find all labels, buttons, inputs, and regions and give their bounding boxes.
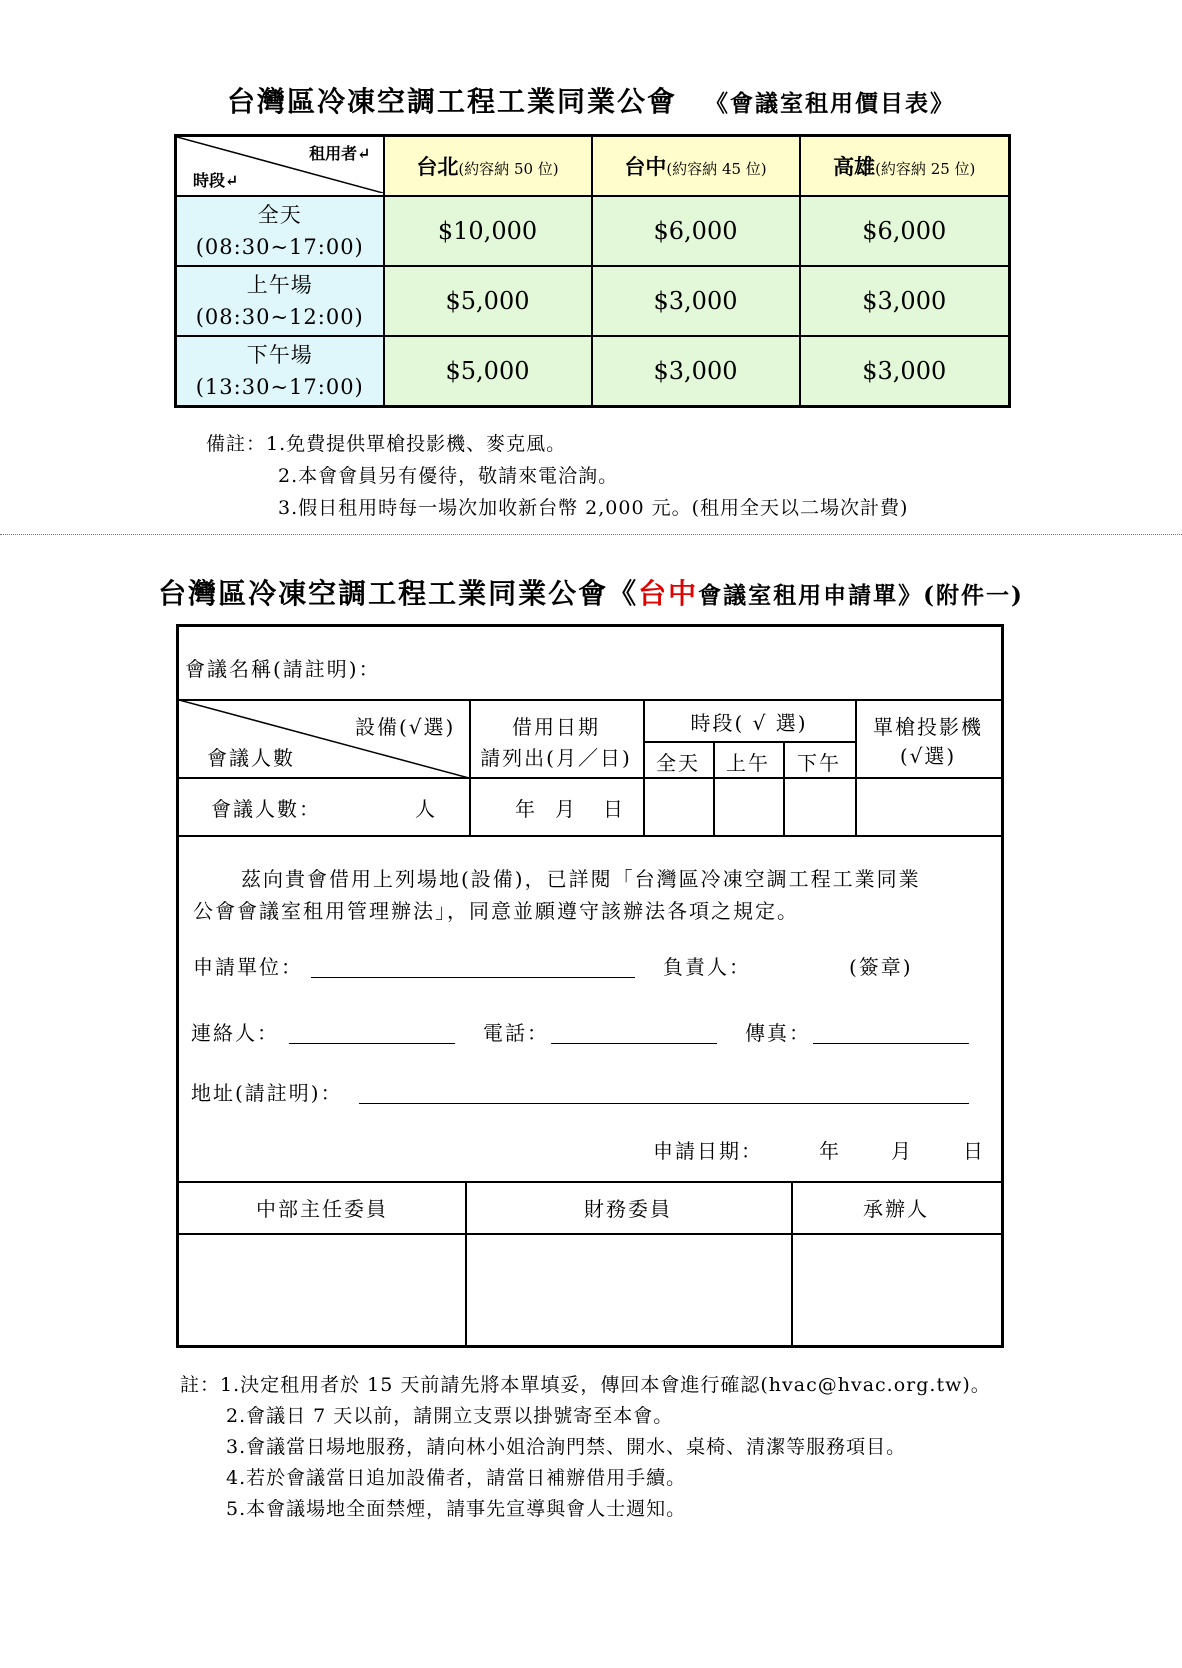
people-unit: 人 — [415, 797, 437, 821]
address-field[interactable] — [359, 1103, 969, 1104]
application-form — [176, 624, 1004, 1348]
remark-line: 3.假日租用時每一場次加收新台幣 2,000 元。(租用全天以二場次計費) — [278, 497, 909, 519]
form-title-main: 台灣區冷凍空調工程工業同業公會《 — [158, 577, 639, 610]
remark-line: 2.本會會員另有優待，敬請來電洽詢。 — [278, 465, 619, 487]
period-header: 時段( √ 選) — [690, 711, 808, 735]
col-header-taipei: 台北(約容納 50 位) — [384, 136, 592, 197]
date-year: 年 — [515, 797, 537, 821]
price-table-corner — [176, 136, 384, 197]
people-count-label: 會議人數： — [211, 797, 321, 821]
col-header-taichung: 台中(約容納 45 位) — [592, 136, 800, 197]
meeting-name-label: 會議名稱(請註明)： — [185, 657, 381, 681]
projector-header: 單槍投影機 — [873, 715, 983, 739]
period-option-morning: 上午 — [726, 751, 770, 775]
footnote-line: 3.會議當日場地服務，請向林小姐洽詢門禁、開水、桌椅、清潔等服務項目。 — [226, 1436, 907, 1458]
price-title-main: 台灣區冷凍空調工程工業同業公會 — [226, 85, 677, 118]
price-table-title — [0, 80, 1182, 120]
price-remarks — [206, 428, 908, 524]
remark-line: 備註：1.免費提供單槍投影機、麥克風。 — [206, 433, 567, 455]
price-table — [174, 134, 1011, 408]
period-option-afternoon: 下午 — [797, 751, 841, 775]
applicant-label: 申請單位： — [193, 955, 303, 979]
sign-header-finance: 財務委員 — [584, 1197, 672, 1221]
address-label: 地址(請註明)： — [191, 1081, 343, 1105]
price-cell: $3,000 — [592, 336, 800, 407]
period-option-fullday: 全天 — [656, 751, 700, 775]
section-divider — [0, 534, 1182, 535]
price-cell: $6,000 — [592, 196, 800, 266]
footnote-line: 4.若於會議當日追加設備者，請當日補辦借用手續。 — [226, 1467, 687, 1489]
form-footnotes — [180, 1370, 991, 1525]
price-title-sub: 《會議室租用價目表》 — [705, 90, 955, 117]
form-title — [0, 572, 1182, 612]
price-cell: $10,000 — [384, 196, 592, 266]
date-month: 月 — [555, 797, 577, 821]
date-header-sub: 請列出(月／日) — [480, 746, 632, 770]
seal-label: (簽章) — [849, 955, 913, 979]
equip-header: 設備(√選) — [355, 715, 456, 739]
fax-field[interactable] — [813, 1043, 969, 1044]
form-title-attachment: (附件一) — [923, 582, 1024, 609]
corner-label-renter: 租用者↵ — [309, 144, 371, 163]
sign-header-handler: 承辦人 — [863, 1197, 929, 1221]
apply-date-month: 月 — [891, 1139, 913, 1163]
form-title-location: 台中 — [638, 577, 699, 610]
contact-field[interactable] — [289, 1043, 455, 1044]
responsible-label: 負責人： — [663, 955, 751, 979]
price-cell: $6,000 — [800, 196, 1010, 266]
agreement-line-2: 公會會議室租用管理辦法」，同意並願遵守該辦法各項之規定。 — [193, 899, 799, 923]
row-header-fullday: 全天 (08:30~17:00) — [176, 196, 384, 266]
date-header: 借用日期 — [512, 715, 600, 739]
apply-date-year: 年 — [819, 1139, 841, 1163]
price-cell: $5,000 — [384, 266, 592, 336]
price-cell: $5,000 — [384, 336, 592, 407]
fax-label: 傳真： — [745, 1021, 811, 1045]
row-header-morning: 上午場 (08:30~12:00) — [176, 266, 384, 336]
date-day: 日 — [603, 797, 625, 821]
sign-header-director: 中部主任委員 — [256, 1197, 388, 1221]
footnote-line: 註：1.決定租用者於 15 天前請先將本單填妥，傳回本會進行確認(hvac@hvac.org.tw)。 — [180, 1374, 991, 1396]
apply-date-label: 申請日期： — [653, 1139, 763, 1163]
corner-label-period: 時段↵ — [193, 171, 239, 190]
contact-label: 連絡人： — [191, 1021, 279, 1045]
phone-field[interactable] — [551, 1043, 717, 1044]
form-title-rest: 會議室租用申請單》 — [698, 582, 924, 609]
row-header-afternoon: 下午場 (13:30~17:00) — [176, 336, 384, 407]
price-cell: $3,000 — [800, 266, 1010, 336]
apply-date-day: 日 — [963, 1139, 985, 1163]
footnote-line: 2.會議日 7 天以前，請開立支票以掛號寄至本會。 — [226, 1405, 674, 1427]
applicant-field[interactable] — [311, 977, 635, 978]
projector-header-sub: (√選) — [899, 744, 957, 768]
people-header: 會議人數 — [207, 746, 295, 770]
agreement-line-1: 茲向貴會借用上列場地(設備)，已詳閱「台灣區冷凍空調工程工業同業 — [241, 867, 921, 891]
footnote-line: 5.本會議場地全面禁煙，請事先宣導與會人士週知。 — [226, 1498, 687, 1520]
price-cell: $3,000 — [592, 266, 800, 336]
price-cell: $3,000 — [800, 336, 1010, 407]
phone-label: 電話： — [483, 1021, 549, 1045]
col-header-kaohsiung: 高雄(約容納 25 位) — [800, 136, 1010, 197]
